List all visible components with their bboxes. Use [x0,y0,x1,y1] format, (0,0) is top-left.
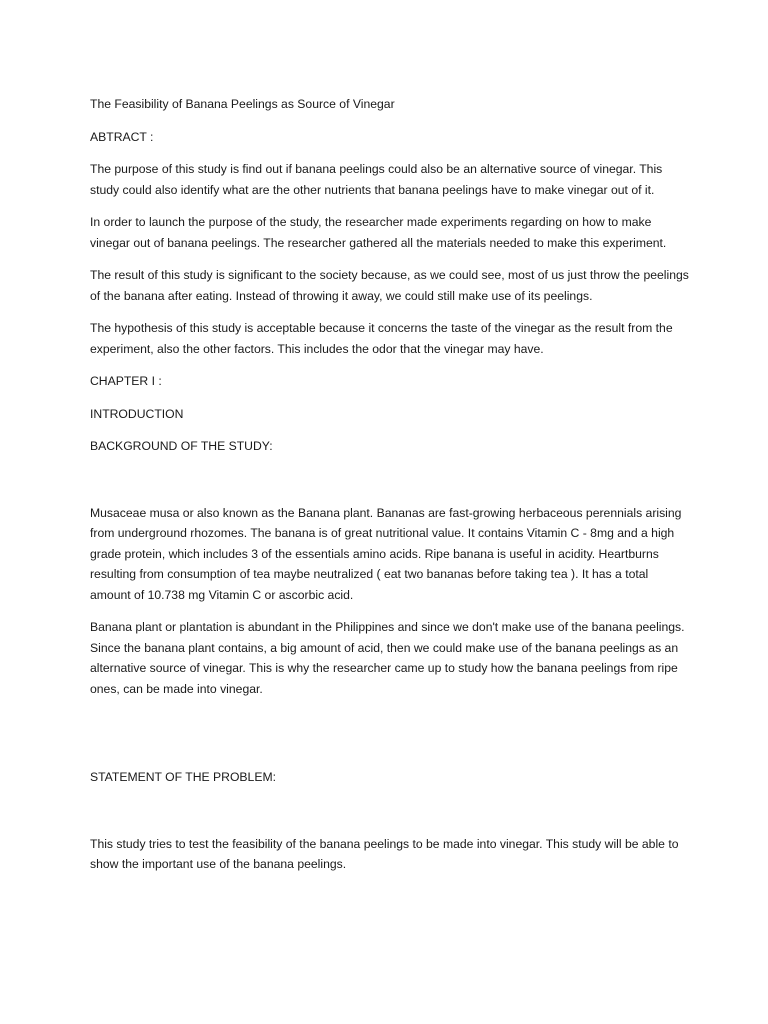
document-title: The Feasibility of Banana Peelings as Source of Vinegar [90,97,395,111]
abstract-paragraph-3: The result of this study is significant to the society because, as we could see, most of us just throw the peelings of the banana after eating. Instead of throwing it away, we could still make use of its peelings. [90,268,689,303]
background-paragraph-2: Banana plant or plantation is abundant in the Philippines and since we don't make use of the banana peelings. Since the banana plant contains, a big amount of acid, then we could make use of the banana peelings as an alternative source of vinegar. This is why the researcher came up to study how the banana peelings from ripe ones, can be made into vinegar. [90,620,685,696]
chapter-heading: CHAPTER I : [90,374,162,388]
abstract-paragraph-4: The hypothesis of this study is acceptable because it concerns the taste of the vinegar as the result from the experiment, also the other factors. This includes the odor that the vinegar may have. [90,321,673,356]
introduction-heading: INTRODUCTION [90,406,184,421]
abstract-heading: ABTRACT : [90,129,154,144]
document-page [90,94,690,887]
background-heading: BACKGROUND OF THE STUDY: [90,439,273,453]
background-paragraph-1: Musaceae musa or also known as the Banana plant. Bananas are fast-growing herbaceous perennials arising from underground rhozomes. The banana is of great nutritional value. It contains Vitamin C - 8mg and a high grade protein, which includes 3 of the essentials amino acids. Ripe banana is useful in acidity. Heartburns resulting from consumption of tea maybe neutralized ( eat two bananas before taking tea ). It has a total amount of 10.738 mg Vitamin C or ascorbic acid. [90,505,682,602]
problem-paragraph: This study tries to test the feasibility of the banana peelings to be made into vinegar. This study will be able to show the important use of the banana peelings. [90,836,679,871]
abstract-paragraph-1: The purpose of this study is find out if banana peelings could also be an alternative source of vinegar. This study could also identify what are the other nutrients that banana peelings have to make vinegar out of it. [90,162,663,197]
problem-heading: STATEMENT OF THE PROBLEM: [90,770,276,784]
abstract-paragraph-2: In order to launch the purpose of the study, the researcher made experiments regarding on how to make vinegar out of banana peelings. The researcher gathered all the materials needed to make this experiment. [90,215,667,250]
